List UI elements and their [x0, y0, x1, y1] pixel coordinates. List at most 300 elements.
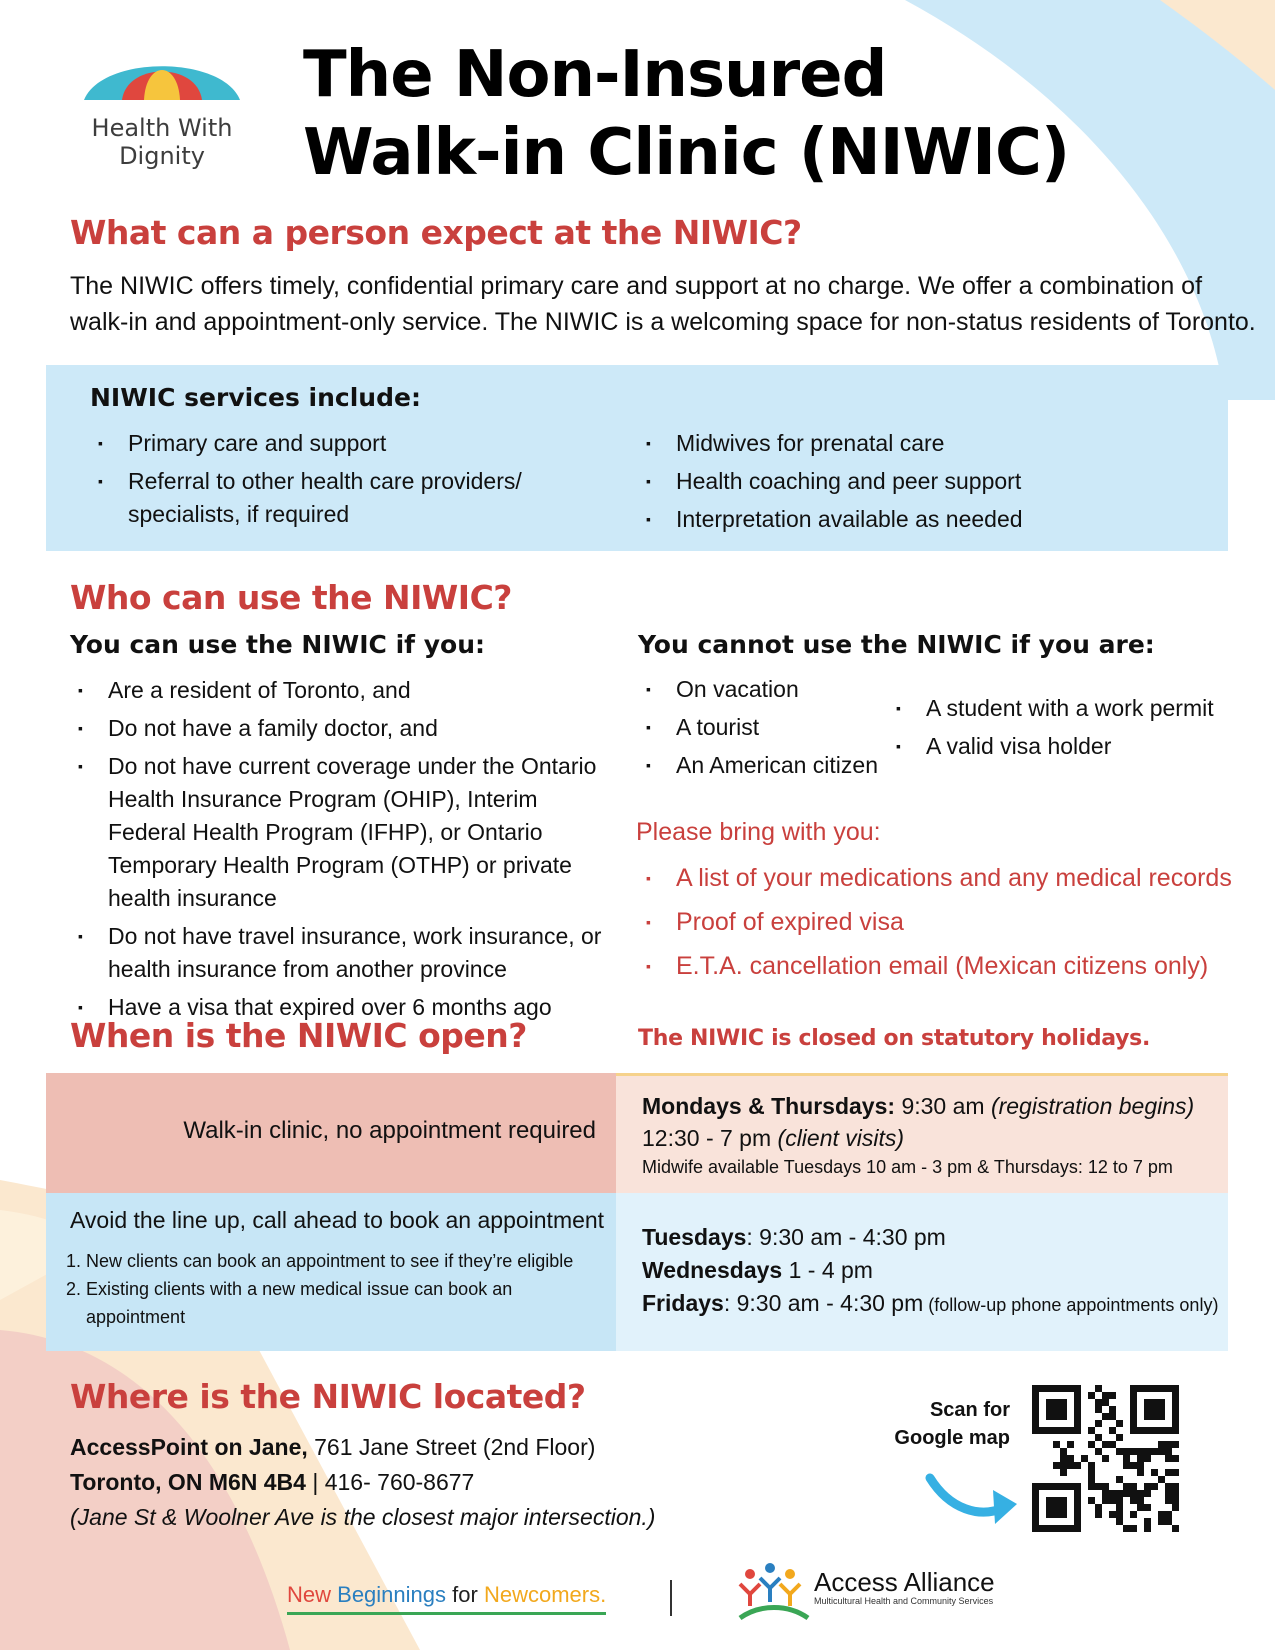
qr-module [1046, 1448, 1053, 1455]
qr-module [1123, 1476, 1130, 1483]
qr-module [1067, 1518, 1074, 1525]
qr-module [1172, 1476, 1179, 1483]
qr-module [1102, 1455, 1109, 1462]
qr-module [1067, 1399, 1074, 1406]
qr-module [1165, 1518, 1172, 1525]
list-item: ▪ An American citizen [634, 749, 894, 782]
wednesday-hours: 1 - 4 pm [782, 1257, 873, 1283]
qr-module [1081, 1490, 1088, 1497]
qr-module [1081, 1511, 1088, 1518]
qr-module [1067, 1476, 1074, 1483]
qr-module [1137, 1490, 1144, 1497]
qr-module [1039, 1427, 1046, 1434]
qr-module [1165, 1420, 1172, 1427]
qr-module [1137, 1497, 1144, 1504]
qr-module [1116, 1399, 1123, 1406]
qr-module [1158, 1385, 1165, 1392]
qr-module [1116, 1434, 1123, 1441]
qr-module [1137, 1455, 1144, 1462]
services-list-right [634, 427, 1154, 541]
qr-module [1137, 1392, 1144, 1399]
qr-module [1053, 1497, 1060, 1504]
qr-module [1046, 1434, 1053, 1441]
qr-module [1032, 1420, 1039, 1427]
address-street: 761 Jane Street (2nd Floor) [307, 1434, 596, 1460]
qr-module [1102, 1406, 1109, 1413]
qr-module [1130, 1490, 1137, 1497]
qr-module [1074, 1462, 1081, 1469]
qr-module [1116, 1441, 1123, 1448]
qr-module [1137, 1448, 1144, 1455]
qr-module [1165, 1413, 1172, 1420]
qr-module [1053, 1476, 1060, 1483]
qr-module [1109, 1385, 1116, 1392]
qr-module [1067, 1497, 1074, 1504]
qr-module [1088, 1455, 1095, 1462]
qr-module [1137, 1399, 1144, 1406]
qr-module [1053, 1455, 1060, 1462]
qr-module [1088, 1441, 1095, 1448]
qr-module [1081, 1469, 1088, 1476]
appointment-hours-cell [616, 1193, 1228, 1351]
qr-module [1053, 1441, 1060, 1448]
qr-module [1158, 1483, 1165, 1490]
qr-module [1109, 1504, 1116, 1511]
qr-module [1032, 1504, 1039, 1511]
qr-module [1067, 1441, 1074, 1448]
qr-module [1130, 1525, 1137, 1532]
qr-module [1067, 1448, 1074, 1455]
qr-module [1032, 1469, 1039, 1476]
cannot-use-list-right [884, 692, 1224, 768]
qr-module [1116, 1476, 1123, 1483]
qr-module [1109, 1483, 1116, 1490]
qr-module [1144, 1518, 1151, 1525]
page-title: The Non-Insured Walk-in Clinic (NIWIC) [303, 38, 1070, 190]
qr-module [1130, 1469, 1137, 1476]
qr-module [1116, 1525, 1123, 1532]
qr-module [1144, 1525, 1151, 1532]
who-heading: Who can use the NIWIC? [70, 578, 512, 617]
qr-module [1074, 1406, 1081, 1413]
qr-module [1123, 1483, 1130, 1490]
qr-module [1046, 1518, 1053, 1525]
qr-module [1123, 1511, 1130, 1518]
qr-module [1102, 1476, 1109, 1483]
qr-module [1095, 1525, 1102, 1532]
qr-module [1102, 1469, 1109, 1476]
qr-module [1109, 1490, 1116, 1497]
qr-module [1074, 1392, 1081, 1399]
qr-module [1032, 1399, 1039, 1406]
list-item: ▪ A student with a work permit [884, 692, 1224, 725]
qr-module [1165, 1469, 1172, 1476]
qr-module [1060, 1399, 1067, 1406]
qr-module [1053, 1427, 1060, 1434]
qr-module [1151, 1448, 1158, 1455]
qr-module [1060, 1511, 1067, 1518]
address-city: Toronto, ON M6N 4B4 [70, 1469, 306, 1495]
qr-module [1158, 1476, 1165, 1483]
qr-module [1088, 1511, 1095, 1518]
qr-module [1130, 1434, 1137, 1441]
qr-module [1039, 1476, 1046, 1483]
qr-module [1081, 1385, 1088, 1392]
qr-module [1151, 1497, 1158, 1504]
qr-module [1088, 1385, 1095, 1392]
qr-module [1060, 1504, 1067, 1511]
qr-module [1130, 1427, 1137, 1434]
qr-module [1116, 1455, 1123, 1462]
appointment-item: appointment [86, 1307, 186, 1327]
qr-module [1053, 1399, 1060, 1406]
qr-module [1151, 1525, 1158, 1532]
qr-module [1032, 1497, 1039, 1504]
qr-module [1130, 1420, 1137, 1427]
qr-module [1046, 1455, 1053, 1462]
qr-module [1151, 1504, 1158, 1511]
qr-module [1130, 1441, 1137, 1448]
qr-module [1158, 1504, 1165, 1511]
qr-module [1172, 1420, 1179, 1427]
qr-module [1144, 1462, 1151, 1469]
qr-module [1116, 1448, 1123, 1455]
qr-module [1116, 1406, 1123, 1413]
intersection-note: (Jane St & Woolner Ave is the closest major intersection.) [70, 1504, 656, 1530]
qr-module [1116, 1504, 1123, 1511]
qr-module [1172, 1469, 1179, 1476]
bring-heading: Please bring with you: [636, 818, 881, 846]
qr-module [1151, 1413, 1158, 1420]
qr-module [1032, 1462, 1039, 1469]
qr-module [1046, 1511, 1053, 1518]
qr-module [1081, 1448, 1088, 1455]
qr-module [1088, 1392, 1095, 1399]
appointment-item: 1. New clients can book an appointment to see if they’re eligible [66, 1251, 574, 1271]
qr-module [1032, 1392, 1039, 1399]
qr-module [1144, 1504, 1151, 1511]
arrow-icon [925, 1470, 1020, 1530]
qr-module [1123, 1385, 1130, 1392]
qr-module [1165, 1483, 1172, 1490]
list-item: ▪ Primary care and support [86, 427, 546, 460]
list-item: ▪ A list of your medications and any medical records [634, 862, 1234, 895]
qr-module [1165, 1497, 1172, 1504]
qr-module [1074, 1476, 1081, 1483]
list-item: ▪ Referral to other health care providers/ specialists, if required [86, 465, 546, 531]
qr-module [1095, 1399, 1102, 1406]
qr-module [1165, 1406, 1172, 1413]
qr-module [1123, 1490, 1130, 1497]
qr-module [1053, 1511, 1060, 1518]
qr-module [1130, 1462, 1137, 1469]
nb-word: New [287, 1582, 332, 1607]
qr-module [1074, 1385, 1081, 1392]
qr-module [1046, 1497, 1053, 1504]
qr-module [1088, 1497, 1095, 1504]
qr-module [1074, 1399, 1081, 1406]
qr-module [1102, 1525, 1109, 1532]
list-item: ▪ Interpretation available as needed [634, 503, 1154, 536]
qr-module [1165, 1399, 1172, 1406]
phone-number: | 416- 760-8677 [305, 1469, 475, 1495]
nb-word: for [452, 1582, 478, 1607]
qr-module [1060, 1420, 1067, 1427]
qr-module [1081, 1483, 1088, 1490]
qr-module [1081, 1399, 1088, 1406]
qr-module [1102, 1385, 1109, 1392]
qr-module [1109, 1476, 1116, 1483]
qr-module [1109, 1511, 1116, 1518]
qr-module [1102, 1483, 1109, 1490]
qr-module [1144, 1490, 1151, 1497]
qr-module [1102, 1420, 1109, 1427]
qr-module [1060, 1518, 1067, 1525]
qr-module [1130, 1392, 1137, 1399]
qr-module [1081, 1476, 1088, 1483]
qr-module [1109, 1455, 1116, 1462]
qr-module [1165, 1462, 1172, 1469]
qr-module [1158, 1462, 1165, 1469]
address-name: AccessPoint on Jane, [70, 1434, 308, 1460]
qr-module [1088, 1525, 1095, 1532]
qr-module [1144, 1497, 1151, 1504]
qr-module [1088, 1420, 1095, 1427]
qr-module [1039, 1406, 1046, 1413]
qr-module [1046, 1504, 1053, 1511]
qr-module [1130, 1497, 1137, 1504]
qr-module [1109, 1427, 1116, 1434]
qr-module [1081, 1441, 1088, 1448]
qr-module [1123, 1392, 1130, 1399]
qr-module [1158, 1434, 1165, 1441]
qr-module [1123, 1504, 1130, 1511]
qr-module [1081, 1462, 1088, 1469]
qr-module [1081, 1455, 1088, 1462]
qr-module [1081, 1525, 1088, 1532]
qr-module [1137, 1427, 1144, 1434]
qr-module [1046, 1385, 1053, 1392]
qr-module [1060, 1455, 1067, 1462]
qr-module [1116, 1420, 1123, 1427]
qr-module [1151, 1476, 1158, 1483]
qr-module [1088, 1490, 1095, 1497]
qr-module [1116, 1511, 1123, 1518]
qr-module [1137, 1504, 1144, 1511]
list-item: ▪ A valid visa holder [884, 730, 1224, 763]
qr-module [1158, 1427, 1165, 1434]
access-alliance-people-icon [738, 1560, 810, 1622]
qr-module [1081, 1427, 1088, 1434]
qr-module [1039, 1525, 1046, 1532]
qr-module [1130, 1483, 1137, 1490]
qr-module [1130, 1504, 1137, 1511]
qr-module [1123, 1434, 1130, 1441]
list-item: ▪ Do not have a family doctor, and [66, 712, 606, 745]
qr-module [1165, 1455, 1172, 1462]
tuesday-hours: : 9:30 am - 4:30 pm [746, 1224, 946, 1250]
qr-module [1053, 1483, 1060, 1490]
qr-module [1109, 1399, 1116, 1406]
qr-module [1067, 1427, 1074, 1434]
qr-module [1109, 1406, 1116, 1413]
qr-module [1039, 1511, 1046, 1518]
qr-module [1109, 1420, 1116, 1427]
qr-module [1088, 1483, 1095, 1490]
qr-module [1053, 1392, 1060, 1399]
qr-module [1123, 1399, 1130, 1406]
qr-module [1081, 1420, 1088, 1427]
walkin-time: 9:30 am [901, 1093, 985, 1119]
qr-module [1158, 1518, 1165, 1525]
qr-module [1046, 1406, 1053, 1413]
qr-module [1095, 1518, 1102, 1525]
qr-module [1088, 1448, 1095, 1455]
services-heading: NIWIC services include: [90, 383, 421, 412]
qr-module [1095, 1504, 1102, 1511]
cannot-use-list-left [634, 673, 894, 787]
qr-module [1102, 1413, 1109, 1420]
qr-module [1046, 1462, 1053, 1469]
qr-module [1032, 1518, 1039, 1525]
friday-hours: : 9:30 am - 4:30 pm [723, 1290, 924, 1316]
qr-module [1137, 1483, 1144, 1490]
qr-module [1032, 1511, 1039, 1518]
qr-module [1130, 1385, 1137, 1392]
qr-module [1081, 1497, 1088, 1504]
qr-module [1123, 1455, 1130, 1462]
qr-module [1144, 1420, 1151, 1427]
qr-module [1095, 1469, 1102, 1476]
qr-module [1074, 1483, 1081, 1490]
qr-module [1095, 1462, 1102, 1469]
qr-code[interactable] [1032, 1385, 1179, 1532]
qr-module [1060, 1413, 1067, 1420]
qr-module [1144, 1392, 1151, 1399]
friday-label: Fridays [642, 1290, 724, 1316]
qr-module [1158, 1399, 1165, 1406]
qr-module [1074, 1518, 1081, 1525]
qr-module [1172, 1511, 1179, 1518]
qr-module [1137, 1462, 1144, 1469]
qr-module [1123, 1469, 1130, 1476]
list-item: ▪ A tourist [634, 711, 894, 744]
list-item: ▪ Proof of expired visa [634, 906, 1234, 939]
qr-module [1172, 1441, 1179, 1448]
qr-module [1144, 1441, 1151, 1448]
qr-module [1074, 1525, 1081, 1532]
appointment-label: Avoid the line up, call ahead to book an appointment [70, 1207, 605, 1233]
qr-module [1130, 1399, 1137, 1406]
qr-module [1088, 1406, 1095, 1413]
qr-module [1067, 1462, 1074, 1469]
list-item: ▪ Have a visa that expired over 6 months ago [66, 991, 606, 1024]
qr-module [1144, 1511, 1151, 1518]
qr-module [1109, 1497, 1116, 1504]
qr-module [1130, 1406, 1137, 1413]
qr-module [1046, 1420, 1053, 1427]
qr-module [1165, 1448, 1172, 1455]
qr-module [1060, 1476, 1067, 1483]
qr-module [1151, 1406, 1158, 1413]
qr-module [1095, 1434, 1102, 1441]
qr-module [1172, 1434, 1179, 1441]
qr-module [1067, 1434, 1074, 1441]
qr-module [1081, 1406, 1088, 1413]
qr-module [1039, 1504, 1046, 1511]
list-item: ▪ Do not have travel insurance, work insurance, or health insurance from another province [66, 920, 606, 986]
qr-module [1123, 1448, 1130, 1455]
list-item: ▪ Health coaching and peer support [634, 465, 1154, 498]
qr-module [1095, 1455, 1102, 1462]
qr-module [1158, 1469, 1165, 1476]
qr-module [1074, 1455, 1081, 1462]
qr-module [1060, 1427, 1067, 1434]
qr-module [1116, 1413, 1123, 1420]
qr-module [1165, 1490, 1172, 1497]
list-item: ▪ Midwives for prenatal care [634, 427, 1154, 460]
qr-module [1060, 1448, 1067, 1455]
hours-table [46, 1073, 1228, 1351]
qr-module [1039, 1455, 1046, 1462]
qr-module [1172, 1392, 1179, 1399]
qr-module [1039, 1462, 1046, 1469]
qr-module [1039, 1399, 1046, 1406]
qr-module [1158, 1511, 1165, 1518]
qr-module [1032, 1427, 1039, 1434]
qr-module [1095, 1490, 1102, 1497]
qr-module [1067, 1455, 1074, 1462]
qr-module [1172, 1497, 1179, 1504]
qr-module [1137, 1441, 1144, 1448]
qr-module [1151, 1392, 1158, 1399]
qr-module [1158, 1490, 1165, 1497]
qr-module [1088, 1476, 1095, 1483]
qr-module [1088, 1413, 1095, 1420]
qr-module [1165, 1427, 1172, 1434]
qr-module [1032, 1483, 1039, 1490]
qr-module [1151, 1518, 1158, 1525]
qr-module [1165, 1511, 1172, 1518]
qr-module [1088, 1427, 1095, 1434]
qr-module [1039, 1448, 1046, 1455]
qr-module [1067, 1504, 1074, 1511]
qr-module [1053, 1504, 1060, 1511]
qr-module [1060, 1385, 1067, 1392]
qr-module [1053, 1406, 1060, 1413]
nb-word: Beginnings [337, 1582, 447, 1607]
qr-module [1039, 1441, 1046, 1448]
qr-module [1158, 1406, 1165, 1413]
qr-module [1060, 1469, 1067, 1476]
qr-module [1088, 1504, 1095, 1511]
qr-module [1074, 1490, 1081, 1497]
qr-module [1102, 1392, 1109, 1399]
nb-word: Newcomers. [483, 1582, 607, 1607]
qr-module [1172, 1427, 1179, 1434]
qr-module [1144, 1434, 1151, 1441]
qr-module [1116, 1392, 1123, 1399]
qr-module [1109, 1518, 1116, 1525]
qr-module [1095, 1420, 1102, 1427]
qr-module [1032, 1525, 1039, 1532]
qr-module [1095, 1392, 1102, 1399]
qr-module [1109, 1462, 1116, 1469]
qr-module [1109, 1525, 1116, 1532]
qr-module [1130, 1511, 1137, 1518]
qr-module [1151, 1399, 1158, 1406]
qr-module [1095, 1427, 1102, 1434]
